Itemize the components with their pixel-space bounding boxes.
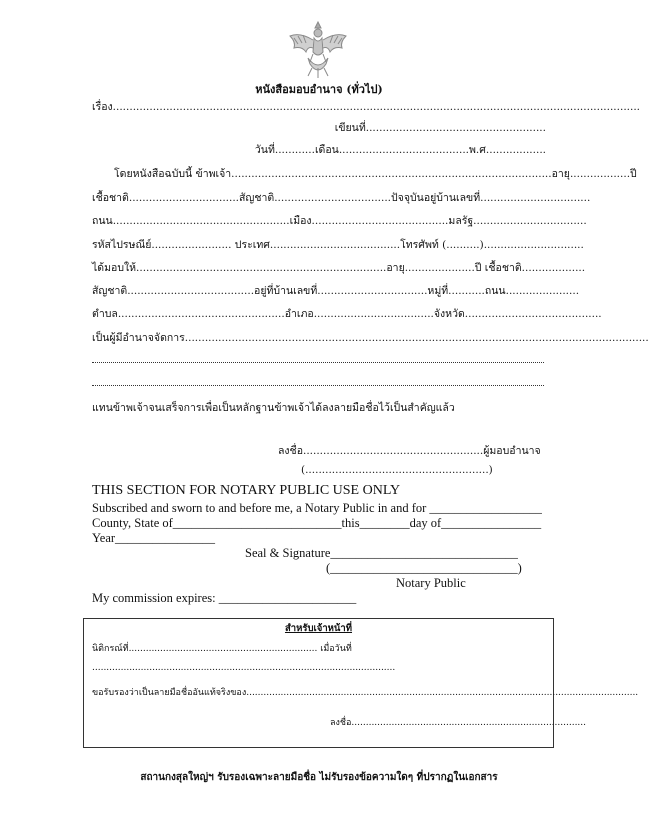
closing-statement: แทนข้าพเจ้าจนเสร็จการเพื่อเป็นหลักฐานข้าพเจ้าได้ลงลายมือชื่อไว้เป็นสำคัญแล้ว	[92, 402, 455, 414]
grantor-postal-field[interactable]: รหัสไปรษณีย์........................ ประเทศ.......................................โทรศัพท์ (..........)..............................	[92, 239, 584, 251]
garuda-emblem-icon	[286, 18, 350, 80]
authority-field[interactable]: เป็นผู้มีอำนาจจัดการ...........................................................................................................................................	[92, 332, 649, 344]
attorney-address-field[interactable]: สัญชาติ......................................อยู่ที่บ้านเลขที่.................................หมู่ที่...........ถนน......................	[92, 285, 580, 297]
written-at-field[interactable]: เขียนที่......................................................	[334, 122, 546, 134]
grantor-street-field[interactable]: ถนน.....................................................เมือง.........................................มลรัฐ..................................	[92, 215, 587, 227]
notary-subscribed-line[interactable]: Subscribed and sworn to and before me, a Notary Public in and for __________________	[92, 501, 542, 515]
date-field[interactable]: วันที่............เดือน.......................................พ.ศ..................	[254, 144, 546, 156]
certification-field[interactable]: ขอรับรองว่าเป็นลายมือชื่ออันแท้จริงของ.........................................................................................................................................	[92, 688, 639, 698]
notary-year-line[interactable]: Year________________	[92, 531, 216, 545]
notary-seal-signature[interactable]: Seal & Signature______________________________	[245, 546, 518, 560]
notary-heading: THIS SECTION FOR NOTARY PUBLIC USE ONLY	[92, 483, 401, 498]
grantor-printed-name[interactable]: (.......................................................)	[301, 464, 493, 476]
grantor-name-field[interactable]: โดยหนังสือฉบับนี้ ข้าพเจ้า................................................................................................อายุ..................ปี	[114, 168, 637, 180]
form-title: หนังสือมอบอำนาจ (ทั่วไป)	[255, 83, 383, 96]
attorney-district-field[interactable]: ตำบล..................................................อำเภอ....................................จังหวัด.........................................	[92, 308, 602, 320]
footer-disclaimer: สถานกงสุลใหญ่ฯ รับรองเฉพาะลายมือชื่อ ไม่รับรองข้อความใดๆ ที่ปรากฏในเอกสาร	[140, 772, 498, 783]
office-use-box	[83, 618, 639, 748]
authority-continuation-line[interactable]	[92, 362, 544, 363]
legalization-continuation[interactable]: ..........................................................................................................	[92, 663, 396, 673]
officer-signature-line[interactable]: ลงชื่อ..................................................................................	[330, 718, 587, 728]
grantor-signature-line[interactable]: ลงชื่อ......................................................ผู้มอบอำนาจ	[278, 445, 541, 457]
attorney-name-field[interactable]: ได้มอบให้...........................................................................อายุ.....................ปี เชื้อชาติ...................	[92, 262, 586, 274]
office-use-title: สำหรับเจ้าหน้าที่	[284, 623, 353, 634]
notary-commission-line[interactable]: My commission expires: ______________________	[92, 591, 357, 605]
grantor-ethnicity-field[interactable]: เชื้อชาติ.................................สัญชาติ...................................ปัจจุบันอยู่บ้านเลขที่.................................	[92, 192, 591, 204]
authority-continuation-line[interactable]	[92, 385, 544, 386]
notary-public-label: Notary Public	[396, 576, 466, 590]
legalization-number-field[interactable]: นิติกรณ์ที่.................................................................. เมื่อวันที่	[92, 644, 352, 654]
notary-printed-name[interactable]: (______________________________)	[326, 561, 522, 575]
subject-field[interactable]: เรื่อง..............................................................................................................................................................	[92, 101, 641, 113]
notary-county-line[interactable]: County, State of___________________________this________day of________________	[92, 516, 542, 530]
